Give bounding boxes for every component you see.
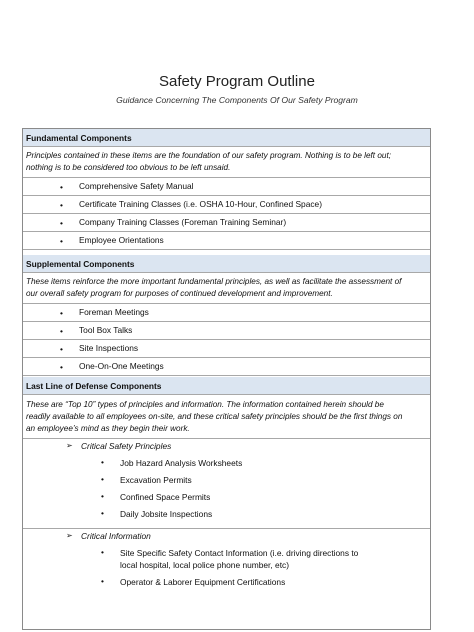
section-heading: Supplemental Components <box>26 259 135 269</box>
bullet-icon: • <box>101 576 104 586</box>
list-item <box>23 178 430 196</box>
list-item-text: Foreman Meetings <box>79 307 149 317</box>
list-item <box>23 304 430 322</box>
list-item-text: Comprehensive Safety Manual <box>79 181 194 191</box>
list-item-text: Site Specific Safety Contact Information (i.e. driving directions to <box>120 548 359 558</box>
intro-line: These items reinforce the more important fundamental principles, as well as facilitate the assessment of <box>26 277 402 286</box>
critical-safety-principles-group <box>23 439 430 529</box>
bullet-icon: • <box>60 326 63 336</box>
bullet-icon: • <box>60 218 63 228</box>
group-label: Critical Information <box>81 531 151 541</box>
list-item-text: Certificate Training Classes (i.e. OSHA 10-Hour, Confined Space) <box>79 199 322 209</box>
list-item <box>23 214 430 232</box>
section-last-line-intro <box>23 395 430 439</box>
list-item-text: One-On-One Meetings <box>79 361 164 371</box>
bullet-icon: • <box>60 236 63 246</box>
list-item-text: Confined Space Permits <box>120 492 211 502</box>
section-last-line-header <box>23 377 430 395</box>
list-item-text: Excavation Permits <box>120 475 192 485</box>
intro-line: our overall safety program for purposes of continued development and improvement. <box>26 289 333 298</box>
intro-line: These are “Top 10” types of principles and information. The information contained herein should be <box>26 400 384 409</box>
bullet-icon: • <box>101 474 104 484</box>
list-item-text: Job Hazard Analysis Worksheets <box>120 458 243 468</box>
section-supplemental-header <box>23 255 430 273</box>
bullet-icon: • <box>60 344 63 354</box>
bullet-icon: • <box>101 508 104 518</box>
group-label: Critical Safety Principles <box>81 441 172 451</box>
list-item <box>23 340 430 358</box>
list-item-text: Tool Box Talks <box>79 325 133 335</box>
bullet-icon: • <box>60 182 63 192</box>
bullet-icon: • <box>60 362 63 372</box>
bullet-icon: • <box>101 457 104 467</box>
list-item <box>23 358 430 376</box>
list-item-text: Operator & Laborer Equipment Certifications <box>120 577 286 587</box>
document-title: Safety Program Outline <box>159 73 315 90</box>
intro-line: readily available to all employees on-site, and these critical safety principles should be the first things on <box>26 412 403 421</box>
section-fundamental-header <box>23 129 430 147</box>
arrow-bullet-icon: ➢ <box>66 441 73 450</box>
section-supplemental-intro <box>23 273 430 304</box>
critical-information-group <box>23 529 430 599</box>
list-item <box>23 196 430 214</box>
bullet-icon: • <box>101 491 104 501</box>
section-heading: Last Line of Defense Components <box>26 381 162 391</box>
list-item-text: Daily Jobsite Inspections <box>120 509 213 519</box>
intro-line: Principles contained in these items are the foundation of our safety program. Nothing is to be left out; <box>26 151 392 160</box>
bullet-icon: • <box>60 200 63 210</box>
intro-line: an employee’s mind as they begin their work. <box>26 424 190 433</box>
outline-table <box>22 128 431 630</box>
bullet-icon: • <box>101 547 104 557</box>
list-item-text: Company Training Classes (Foreman Training Seminar) <box>79 217 287 227</box>
list-item <box>23 322 430 340</box>
section-heading: Fundamental Components <box>26 133 132 143</box>
list-item-text: Employee Orientations <box>79 235 164 245</box>
arrow-bullet-icon: ➢ <box>66 531 73 540</box>
document-subtitle: Guidance Concerning The Components Of Our Safety Program <box>116 95 358 105</box>
intro-line: nothing is to be considered too obvious to be left unsaid. <box>26 163 231 172</box>
section-fundamental-intro <box>23 147 430 178</box>
bullet-icon: • <box>60 308 63 318</box>
list-item <box>23 232 430 250</box>
list-item-text: Site Inspections <box>79 343 139 353</box>
list-item-text: local hospital, local police phone number, etc) <box>120 560 289 570</box>
